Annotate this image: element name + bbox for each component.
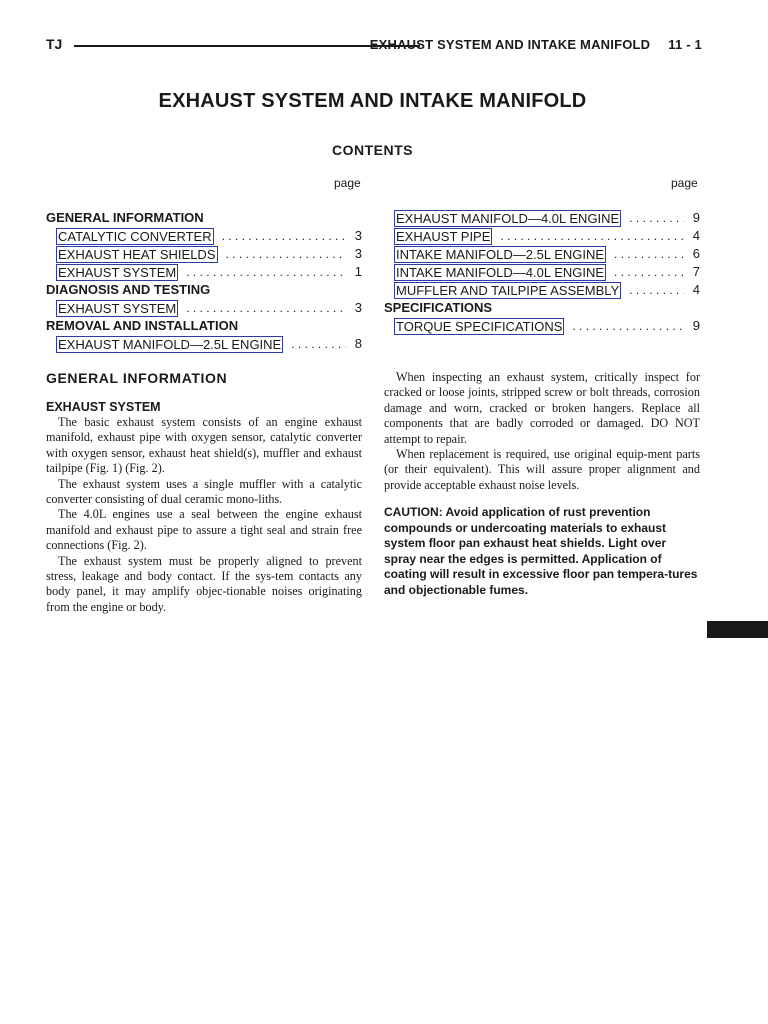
toc-link[interactable]: EXHAUST SYSTEM [58, 300, 177, 316]
toc-section: DIAGNOSIS AND TESTING [46, 282, 211, 297]
toc-entry [46, 245, 362, 263]
toc-entry [46, 299, 362, 317]
toc-link[interactable]: EXHAUST SYSTEM [58, 264, 177, 280]
toc-section: GENERAL INFORMATION [46, 210, 204, 225]
paragraph: The 4.0L engines use a seal between the engine exhaust manifold and exhaust pipe to assure a tight seal and strain free connections (Fig. 2). [46, 507, 362, 553]
toc-page: 1 [354, 264, 362, 279]
paragraph: When inspecting an exhaust system, critically inspect for cracked or loose joints, stripped screw or bolt threads, corrosion damage and worn, cracked or broken hangers. Replace all components that are badly corroded or damaged. DO NOT attempt to repair. [384, 370, 700, 446]
page-title: EXHAUST SYSTEM AND INTAKE MANIFOLD [158, 90, 587, 112]
caution-note: CAUTION: Avoid application of rust prevention compounds or undercoating materials to exhaust system floor pan exhaust heat shields. Light over spray near the edges is permitted. Application of coating will result in excessive floor pan tempera-tures and objectionable fumes. [384, 505, 698, 597]
toc-link[interactable]: INTAKE MANIFOLD—2.5L ENGINE [396, 246, 605, 262]
toc-right [384, 209, 700, 335]
header-section [370, 37, 702, 52]
header-section-title: EXHAUST SYSTEM AND INTAKE MANIFOLD [369, 37, 651, 52]
toc-link[interactable]: MUFFLER AND TAILPIPE ASSEMBLY [396, 282, 620, 298]
paragraph: When replacement is required, use original equip-ment parts (or their equivalent). This will assure proper alignment and provide acceptable exhaust noise levels. [384, 447, 700, 492]
toc-page: 7 [692, 264, 700, 279]
toc-link[interactable]: TORQUE SPECIFICATIONS [396, 318, 563, 334]
toc-entry [384, 209, 700, 227]
section-heading: GENERAL INFORMATION [46, 370, 228, 386]
toc-page: 3 [354, 246, 362, 261]
toc-link[interactable]: EXHAUST MANIFOLD—4.0L ENGINE [396, 210, 620, 226]
body-column-left [46, 370, 362, 615]
contents-heading: CONTENTS [332, 142, 413, 158]
toc-section: SPECIFICATIONS [384, 300, 493, 315]
header-page-number: 11 - 1 [668, 37, 702, 52]
toc-page: 4 [692, 282, 700, 297]
toc-page: 3 [354, 228, 362, 243]
toc-page: 9 [692, 318, 700, 333]
paragraph: The exhaust system uses a single muffler with a catalytic converter consisting of dual ceramic mono-liths. [46, 476, 362, 507]
toc-page: 4 [692, 228, 700, 243]
toc-link[interactable]: INTAKE MANIFOLD—4.0L ENGINE [396, 264, 605, 280]
toc-page: 6 [692, 246, 700, 261]
toc-page: 9 [692, 210, 700, 225]
toc-entry [384, 227, 700, 245]
subsection-heading: EXHAUST SYSTEM [46, 400, 161, 414]
toc-entry [46, 263, 362, 281]
toc-link[interactable]: EXHAUST PIPE [396, 228, 491, 244]
toc-entry [384, 263, 700, 281]
toc-left [46, 209, 362, 353]
toc-page: 8 [354, 336, 362, 351]
page-column-label-right: page [671, 176, 698, 190]
paragraph: The exhaust system must be properly aligned to prevent stress, leakage and body contact. If the sys-tem contacts any body panel, it may amplify objec-tionable noises originating from the engine or body. [46, 553, 362, 614]
toc-entry [46, 335, 362, 353]
toc-entry [384, 281, 700, 299]
running-header [46, 36, 702, 56]
toc-page: 3 [354, 300, 362, 315]
header-model: TJ [46, 36, 63, 52]
toc-link[interactable]: EXHAUST HEAT SHIELDS [58, 246, 216, 262]
page-column-label-left: page [334, 176, 361, 190]
toc-entry [384, 317, 700, 335]
toc-entry [384, 245, 700, 263]
toc-link[interactable]: EXHAUST MANIFOLD—2.5L ENGINE [58, 336, 282, 352]
section-thumb-tab [707, 621, 768, 638]
paragraph: The basic exhaust system consists of an engine exhaust manifold, exhaust pipe with oxygen sensor, catalytic converter with oxygen sensor, exhaust heat shield(s), muffler and exhaust tailpipe (Fig. 1) (Fig. 2). [46, 415, 362, 476]
toc-link[interactable]: CATALYTIC CONVERTER [58, 228, 212, 244]
header-rule [74, 45, 420, 47]
body-column-right [384, 370, 700, 598]
toc-entry [46, 227, 362, 245]
toc-section: REMOVAL AND INSTALLATION [46, 318, 239, 333]
